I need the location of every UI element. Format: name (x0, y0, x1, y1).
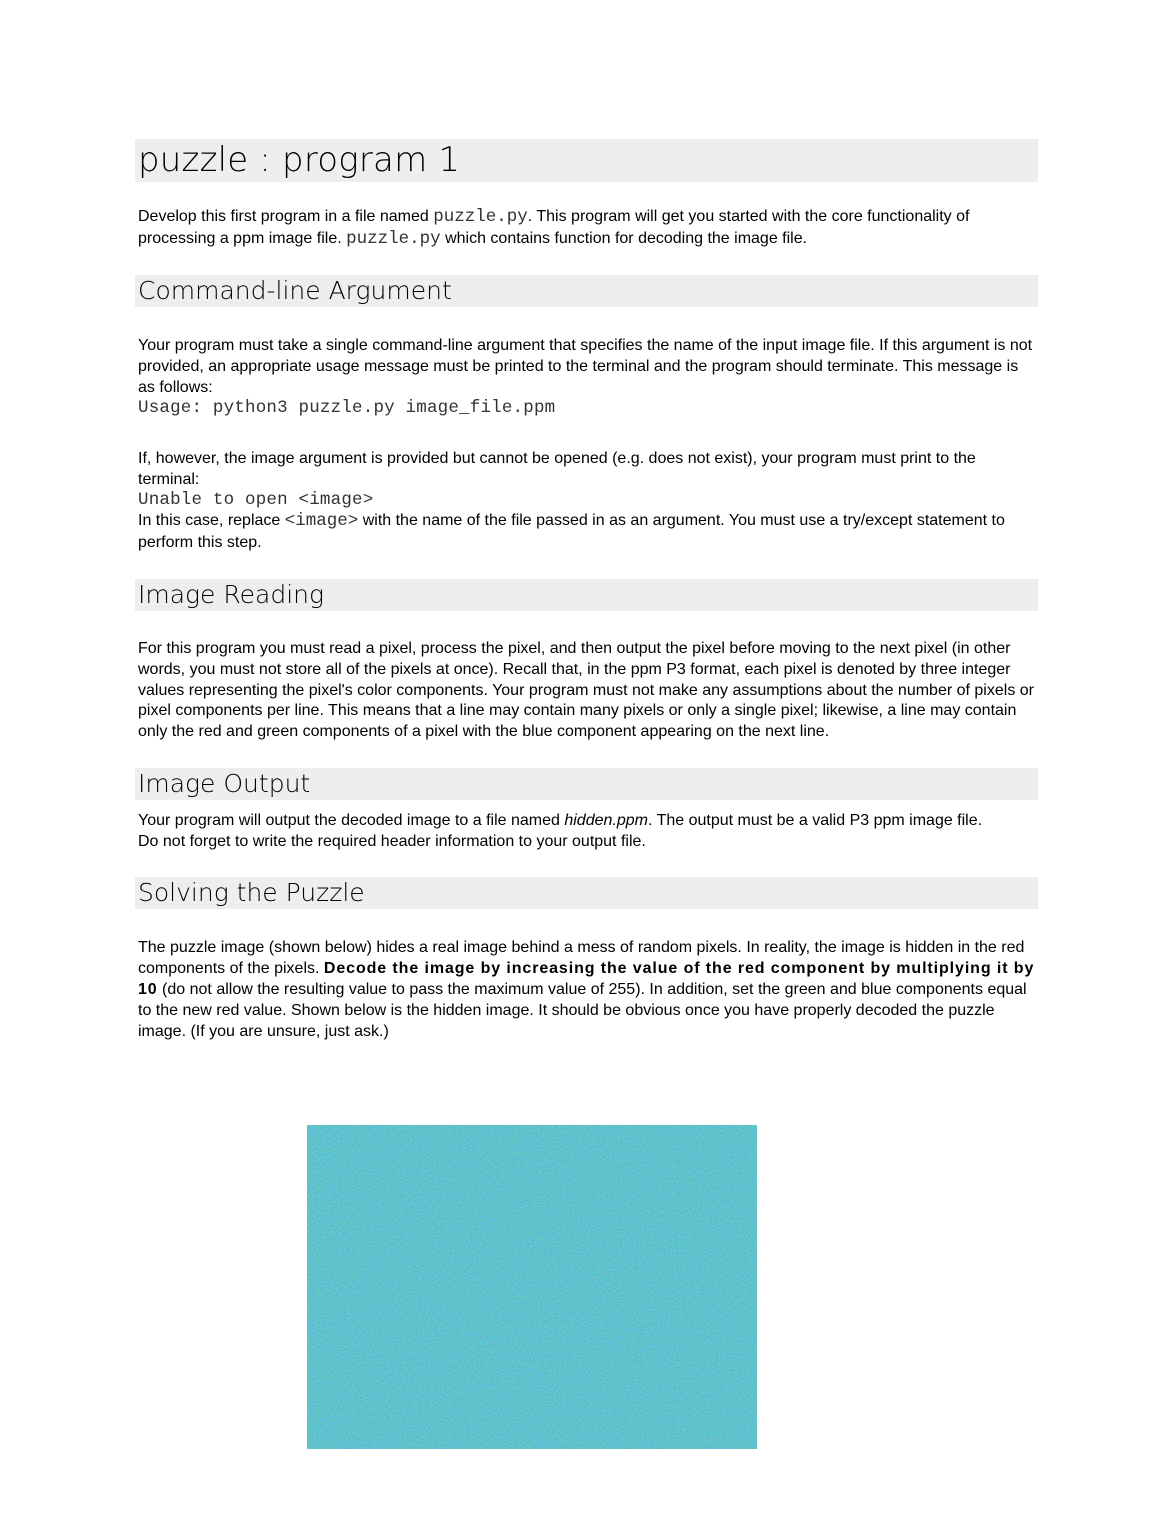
cmdline-p3-text-b: with the name of the file passed in as an argument. You must use a try/except statement to perform this step. (138, 512, 1005, 551)
solving-paragraph (135, 937, 1038, 1042)
puzzle-noise (307, 1125, 757, 1449)
section-heading-reading: Image Reading (135, 579, 1038, 611)
intro-text-3: which contains function for decoding the image file. (440, 230, 808, 247)
reading-paragraph: For this program you must read a pixel, process the pixel, and then output the pixel before moving to the next pixel (in other words, you must not store all of the pixels at once). Recall that, in the ppm P3 format, each pixel is denoted by three integer values representing the pixel's color components. Your program must not make any assumptions about the number of pixels or pixel components per line. This means that a line may contain many pixels or only a single pixel; likewise, a line may contain only the red and green components of a pixel with the blue component appearing on the next line. (138, 640, 1034, 741)
cmdline-paragraph-1: Your program must take a single command-line argument that specifies the name of the input image file. If this argument is not provided, an appropriate usage message must be printed to the terminal and the program should terminate. This message is as follows: (138, 337, 1033, 396)
cmdline-p3-text-a: In this case, replace (138, 512, 285, 529)
unable-message: Unable to open <image> (138, 490, 374, 510)
cmdline-paragraph-2: If, however, the image argument is provided but cannot be opened (e.g. does not exist), your program must print to the terminal: (138, 450, 976, 488)
intro-text-1: Develop this first program in a file named (138, 208, 434, 225)
page-title: puzzle : program 1 (135, 139, 1038, 182)
output-text-a: Your program will output the decoded image to a file named (138, 811, 565, 829)
output-paragraph-2: Do not forget to write the required header information to your output file. (138, 832, 646, 850)
intro-filename-1: puzzle.py (433, 207, 528, 227)
solving-text-1: The puzzle image (shown below) hides a real image behind a mess of random pixels. In reality, the image is hidden in the red components of the pixels. (138, 938, 1025, 977)
usage-message: Usage: python3 puzzle.py image_file.ppm (138, 398, 556, 418)
section-heading-solving: Solving the Puzzle (135, 877, 1038, 909)
document-page (135, 139, 1038, 1042)
solving-text-2: (do not allow the resulting value to pass the maximum value of 255). In addition, set the green and blue components equal to the new red value. Shown below is the hidden image. It should be obvious once you have properly decoded the puzzle image. (If you are unsure, just ask.) (138, 980, 1027, 1040)
section-heading-output: Image Output (135, 768, 1038, 800)
output-filename: hidden.ppm (564, 811, 648, 829)
intro-filename-2: puzzle.py (346, 229, 441, 249)
cmdline-p3-code: <image> (284, 511, 359, 531)
intro-text-2: . This program will get you started with the core functionality of processing a ppm image file. (138, 208, 970, 247)
puzzle-image (307, 1125, 757, 1449)
output-text-b: . The output must be a valid P3 ppm image file. (647, 811, 983, 829)
output-paragraph-1 (135, 810, 1038, 831)
section-heading-cmdline: Command-line Argument (135, 275, 1038, 307)
solving-bold-instruction: Decode the image by increasing the value of the red component by multiplying it by 10 (138, 959, 1035, 998)
cmdline-paragraph-3 (135, 510, 1038, 554)
intro-paragraph (135, 206, 1038, 250)
